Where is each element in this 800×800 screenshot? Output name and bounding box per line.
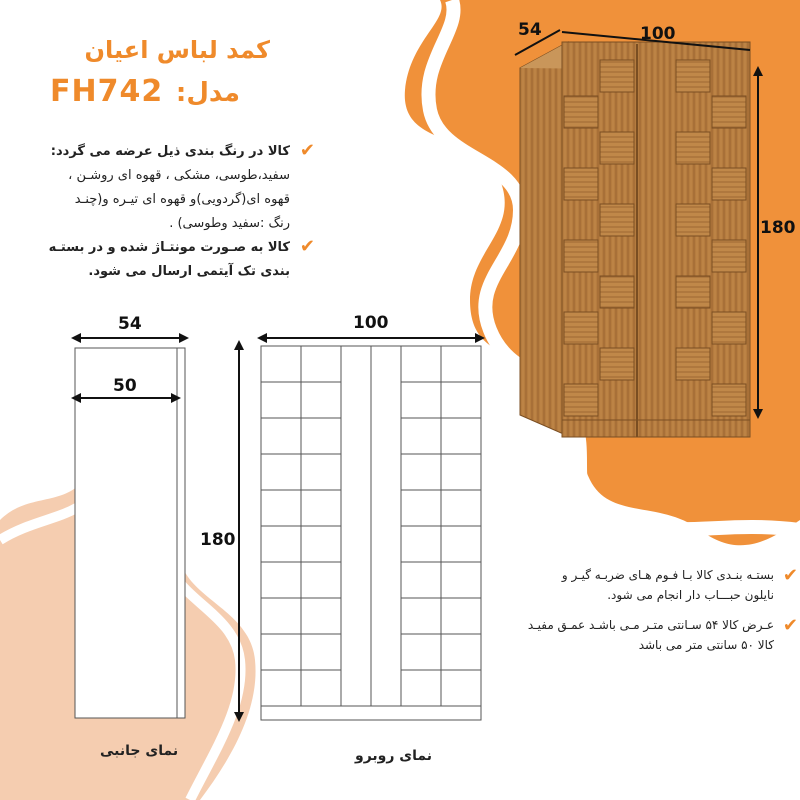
wood-block — [564, 168, 598, 200]
check-icon: ✔ — [782, 565, 798, 586]
front-tile — [301, 562, 341, 598]
feature-1-line-2: قهوه ای(گردویی)و قهوه ای تیـره و(چنـد — [74, 192, 290, 207]
wood-block — [600, 60, 634, 92]
check-icon: ✔ — [299, 140, 315, 161]
front-tile — [261, 670, 301, 706]
front-tile — [261, 526, 301, 562]
product-width-label: 100 — [640, 24, 676, 44]
wood-block — [712, 96, 746, 128]
wood-block — [712, 168, 746, 200]
wood-block — [600, 132, 634, 164]
front-tile — [301, 454, 341, 490]
front-tile — [301, 526, 341, 562]
model-label: مدل: — [175, 78, 240, 108]
wood-block — [676, 348, 710, 380]
check-icon: ✔ — [299, 236, 315, 257]
arrow-head — [257, 333, 267, 343]
note-2-line-2: کالا ۵۰ سانتی متر می باشد — [638, 638, 774, 652]
feature-2-line-1: کالا به صـورت مونتـاژ شده و در بستـه — [48, 240, 290, 255]
wood-block — [564, 312, 598, 344]
front-tile — [441, 346, 481, 382]
feature-1-line-1: سفید،طوسی، مشکی ، قهوه ای روشـن ، — [68, 168, 290, 183]
front-tile — [441, 418, 481, 454]
front-tile — [301, 346, 341, 382]
side-inner-depth-label: 50 — [113, 376, 137, 396]
front-tile — [401, 670, 441, 706]
front-tile — [441, 562, 481, 598]
feature-1-heading: کالا در رنگ بندی ذیل عرضه می گردد: — [50, 144, 290, 159]
front-tile — [301, 490, 341, 526]
wood-block — [564, 384, 598, 416]
wood-block — [564, 240, 598, 272]
feature-2-line-2: بندی تک آیتمی ارسال می شود. — [88, 264, 290, 279]
wood-block — [712, 312, 746, 344]
front-tile — [301, 670, 341, 706]
wood-block — [600, 348, 634, 380]
front-tile — [261, 634, 301, 670]
note-1-line-2: نایلون حبـــاب دار انجام می شود. — [607, 588, 774, 602]
wood-block — [600, 204, 634, 236]
side-outer-depth-label: 54 — [118, 314, 142, 334]
front-tile — [441, 382, 481, 418]
arrow-head — [475, 333, 485, 343]
wood-block — [676, 60, 710, 92]
front-tile — [441, 454, 481, 490]
front-tile — [401, 598, 441, 634]
front-tile — [401, 490, 441, 526]
front-tile — [401, 526, 441, 562]
front-tile — [441, 526, 481, 562]
model-code: FH742 — [50, 74, 164, 109]
wood-block — [600, 276, 634, 308]
door-edge — [177, 348, 185, 718]
arrow-head — [753, 66, 763, 76]
note-1-line-1: بستـه بنـدی کالا بـا فـوم هـای ضربـه گیـر و — [561, 568, 774, 582]
front-view-drawing — [225, 330, 495, 730]
front-tile — [441, 670, 481, 706]
front-tile — [401, 382, 441, 418]
side-view-caption: نمای جانبی — [100, 743, 179, 759]
check-icon: ✔ — [782, 615, 798, 636]
front-tile — [441, 490, 481, 526]
wood-block — [676, 132, 710, 164]
arrow-head — [179, 333, 189, 343]
front-tile — [401, 418, 441, 454]
wood-block — [712, 240, 746, 272]
front-plinth — [261, 706, 481, 720]
front-tile — [261, 454, 301, 490]
front-width-label: 100 — [353, 313, 389, 333]
front-view-caption: نمای روبرو — [355, 748, 433, 764]
front-tile — [301, 634, 341, 670]
wood-block — [564, 96, 598, 128]
wood-block — [676, 204, 710, 236]
feature-1-line-3: رنگ :سفید وطوسی) . — [169, 216, 290, 231]
front-tile — [301, 418, 341, 454]
front-tile — [261, 418, 301, 454]
arrow-head — [753, 409, 763, 419]
packaging-notes — [500, 565, 798, 655]
product-height-label: 180 — [760, 218, 796, 238]
wood-block — [712, 384, 746, 416]
product-depth-label: 54 — [518, 20, 542, 40]
arrow-head — [234, 340, 244, 350]
front-tile — [401, 562, 441, 598]
wood-block — [676, 276, 710, 308]
front-tile — [401, 454, 441, 490]
note-2-line-1: عـرض کالا ۵۴ سـانتی متـر مـی باشـد عمـق مفیـد — [527, 618, 774, 632]
front-tile — [261, 598, 301, 634]
front-tile — [261, 562, 301, 598]
front-tile — [441, 598, 481, 634]
side-panel — [75, 348, 177, 718]
front-height-label: 180 — [200, 530, 236, 550]
front-tile — [301, 382, 341, 418]
feature-list — [20, 140, 315, 284]
front-tile — [441, 634, 481, 670]
front-tile — [401, 346, 441, 382]
front-tile — [401, 634, 441, 670]
front-tile — [261, 346, 301, 382]
front-tile — [261, 382, 301, 418]
front-tile — [301, 598, 341, 634]
arrow-head — [71, 333, 81, 343]
page-title: کمد لباس اعیان — [84, 36, 270, 64]
wardrobe-illustration — [500, 20, 800, 460]
front-tile — [261, 490, 301, 526]
arrow-head — [234, 712, 244, 722]
wardrobe-side — [520, 42, 568, 436]
